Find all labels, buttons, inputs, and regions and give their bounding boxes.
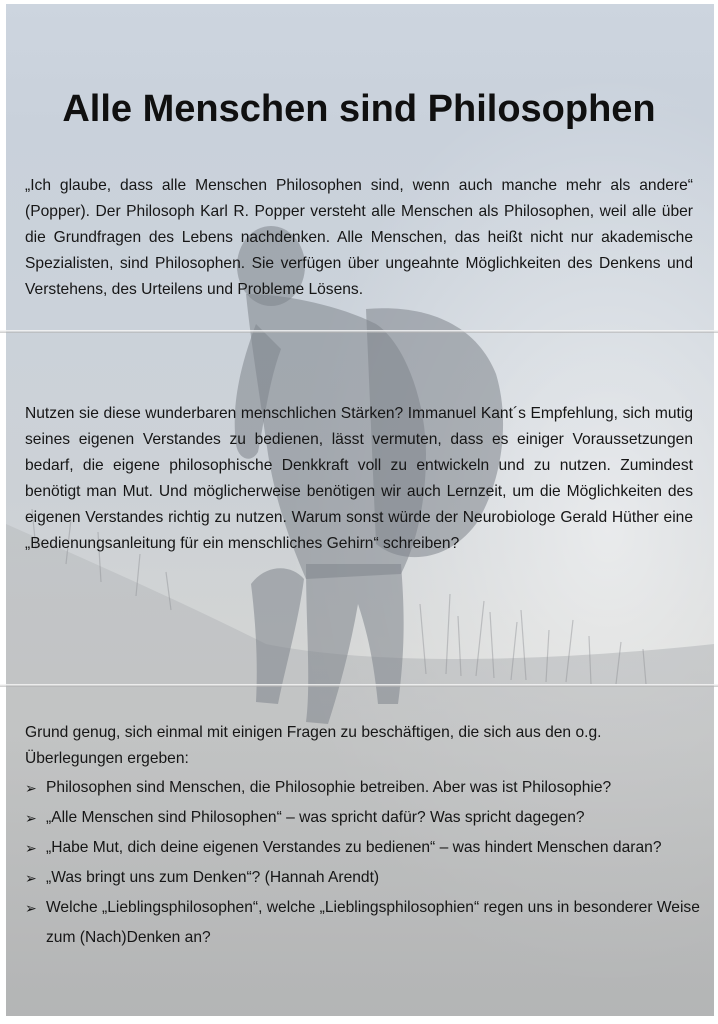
paper-fold-line (0, 684, 718, 687)
list-item (25, 893, 700, 953)
arrowhead-bullet-icon: ➢ (25, 840, 37, 856)
list-item (25, 833, 700, 863)
list-item (25, 773, 700, 803)
document-title: Alle Menschen sind Philosophen (62, 88, 656, 130)
list-item-text: „Alle Menschen sind Philosophen“ – was spricht dafür? Was spricht dagegen? (46, 809, 585, 826)
arrowhead-bullet-icon: ➢ (25, 900, 37, 916)
list-item-text: „Habe Mut, dich deine eigenen Verstandes zu bedienen“ – was hindert Menschen daran? (46, 839, 662, 856)
question-list (25, 773, 700, 953)
list-item (25, 863, 700, 893)
list-item-text: „Was bringt uns zum Denken“? (Hannah Arendt) (46, 869, 380, 886)
questions-intro-paragraph: Grund genug, sich einmal mit einigen Fragen zu beschäftigen, die sich aus den o.g. Überlegungen ergeben: (25, 724, 602, 767)
arrowhead-bullet-icon: ➢ (25, 870, 37, 886)
list-item-text: Welche „Lieblingsphilosophen“, welche „Lieblingsphilosophien“ regen uns in besonderer Weise zum (Nach)Denken an? (46, 899, 700, 946)
paper-fold-line (0, 330, 718, 333)
list-item-text: Philosophen sind Menschen, die Philosophie betreiben. Aber was ist Philosophie? (46, 779, 612, 796)
list-item (25, 803, 700, 833)
arrowhead-bullet-icon: ➢ (25, 780, 37, 796)
kant-paragraph: Nutzen sie diese wunderbaren menschlichen Stärken? Immanuel Kant´s Empfehlung, sich mutig seines eigenen Verstandes zu bedienen, lässt vermuten, dass es einiger Voraussetzungen bedarf, die eigene philosophische Denkkraft voll zu entwickeln und zu nutzen. Zumindest benötigt man Mut. Und möglicherweise benötigen wir auch Lernzeit, um die Möglichkeiten des eigenen Verstandes richtig zu nutzen. Warum sonst würde der Neurobiologe Gerald Hüther eine „Bedienungsanleitung für ein menschliches Gehirn“ schreiben? (25, 405, 693, 552)
intro-paragraph: „Ich glaube, dass alle Menschen Philosophen sind, wenn auch manche mehr als andere“ (Popper). Der Philosoph Karl R. Popper versteht alle Menschen als Philosophen, weil alle über die Grundfragen des Lebens nachdenken. Alle Menschen, das heißt nicht nur akademische Spezialisten, sind Philosophen. Sie verfügen über ungeahnte Möglichkeiten des Denkens und Verstehens, des Urteilens und Probleme Lösens. (25, 177, 693, 298)
arrowhead-bullet-icon: ➢ (25, 810, 37, 826)
